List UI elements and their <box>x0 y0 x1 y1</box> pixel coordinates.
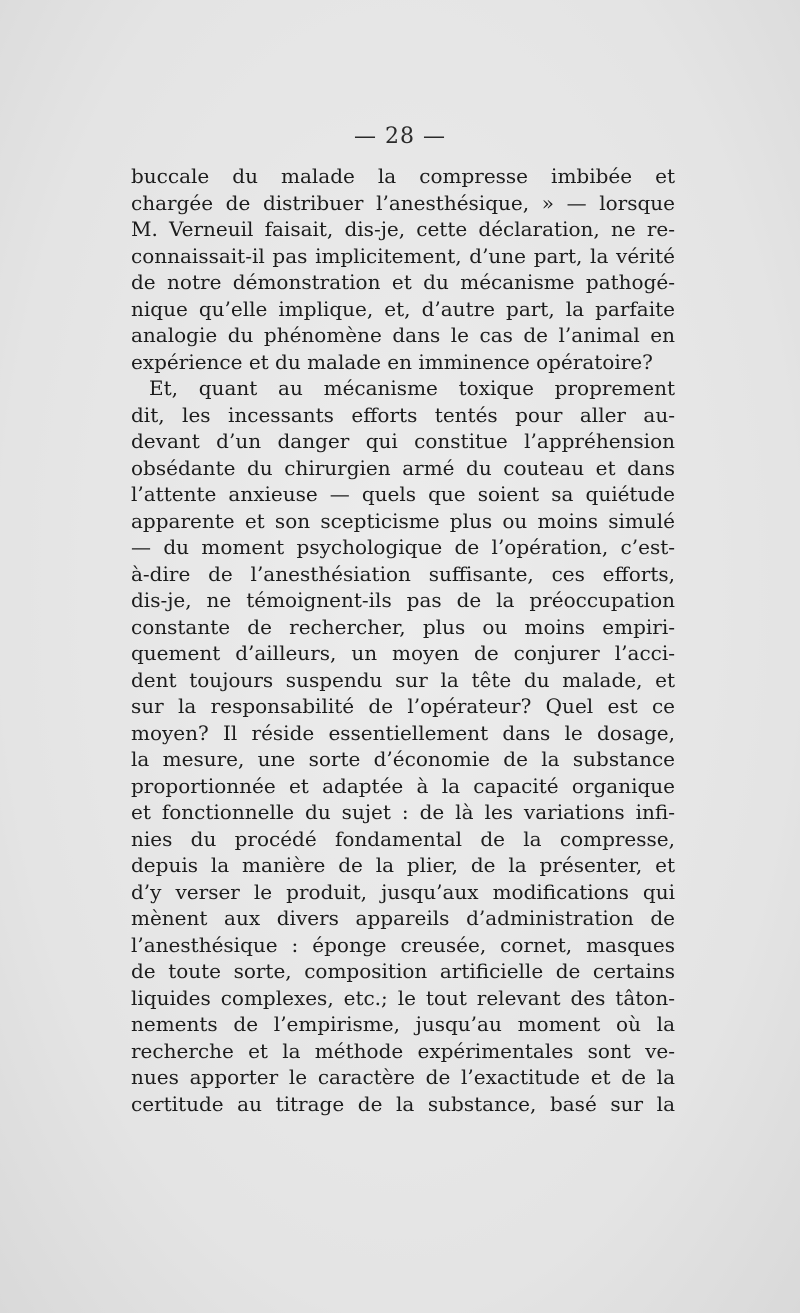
paragraph-start-line: Et, quant au mécanisme toxique proprement <box>149 376 675 400</box>
text-line: recherche et la méthode expérimentales sont ve- <box>131 1038 675 1063</box>
body-text <box>131 163 675 1117</box>
text-line: obsédante du chirurgien armé du couteau et dans <box>131 455 675 480</box>
text-line: — du moment psychologique de l’opération, c’est- <box>131 535 675 559</box>
text-line: moyen? Il réside essentiellement dans le dosage, <box>131 720 675 745</box>
text-line: sur la responsabilité de l’opérateur? Quel est ce <box>131 694 675 718</box>
text-line: certitude au titrage de la substance, basé sur la <box>131 1091 675 1116</box>
text-line: d’y verser le produit, jusqu’aux modifications qui <box>131 879 675 904</box>
text-line: de notre démonstration et du mécanisme pathogé- <box>131 270 675 294</box>
text-line: devant d’un danger qui constitue l’appréhension <box>131 429 675 453</box>
text-line: depuis la manière de la plier, de la présenter, et <box>131 853 675 877</box>
text-line: mènent aux divers appareils d’administration de <box>131 906 675 930</box>
page-number: — 28 — <box>354 124 446 149</box>
text-line: quement d’ailleurs, un moyen de conjurer l’acci- <box>131 641 675 665</box>
text-line: dit, les incessants efforts tentés pour aller au- <box>131 402 675 427</box>
text-line: nements de l’empirisme, jusqu’au moment où la <box>131 1012 675 1036</box>
text-line: de toute sorte, composition artificielle de certains <box>131 959 675 983</box>
text-line: et fonctionnelle du sujet : de là les variations infi- <box>131 800 675 824</box>
text-line: constante de rechercher, plus ou moins empiri- <box>131 614 675 639</box>
text-line: l’attente anxieuse — quels que soient sa quiétude <box>131 482 675 506</box>
text-line: chargée de distribuer l’anesthésique, » — lorsque <box>131 190 675 215</box>
text-line: la mesure, une sorte d’économie de la substance <box>131 747 675 771</box>
text-line: dis-je, ne témoignent-ils pas de la préoccupation <box>131 588 675 612</box>
text-line: expérience et du malade en imminence opératoire? <box>131 349 653 374</box>
text-line: nies du procédé fondamental de la compresse, <box>131 826 675 851</box>
text-line: buccale du malade la compresse imbibée et <box>131 164 675 188</box>
text-line: l’anesthésique : éponge creusée, cornet, masques <box>131 932 675 957</box>
text-line: nique qu’elle implique, et, d’autre part, la parfaite <box>131 296 675 321</box>
text-line: connaissait-il pas implicitement, d’une part, la vérité <box>131 243 675 268</box>
text-line: proportionnée et adaptée à la capacité organique <box>131 773 675 798</box>
text-line: liquides complexes, etc.; le tout relevant des tâton- <box>131 985 675 1010</box>
text-line: dent toujours suspendu sur la tête du malade, et <box>131 667 675 692</box>
text-line: analogie du phénomène dans le cas de l’animal en <box>131 323 675 347</box>
text-line: nues apporter le caractère de l’exactitude et de la <box>131 1065 675 1089</box>
text-line: M. Verneuil faisait, dis-je, cette déclaration, ne re- <box>131 217 675 241</box>
text-line: apparente et son scepticisme plus ou moins simulé <box>131 508 675 533</box>
text-line: à-dire de l’anesthésiation suffisante, ces efforts, <box>131 561 675 586</box>
